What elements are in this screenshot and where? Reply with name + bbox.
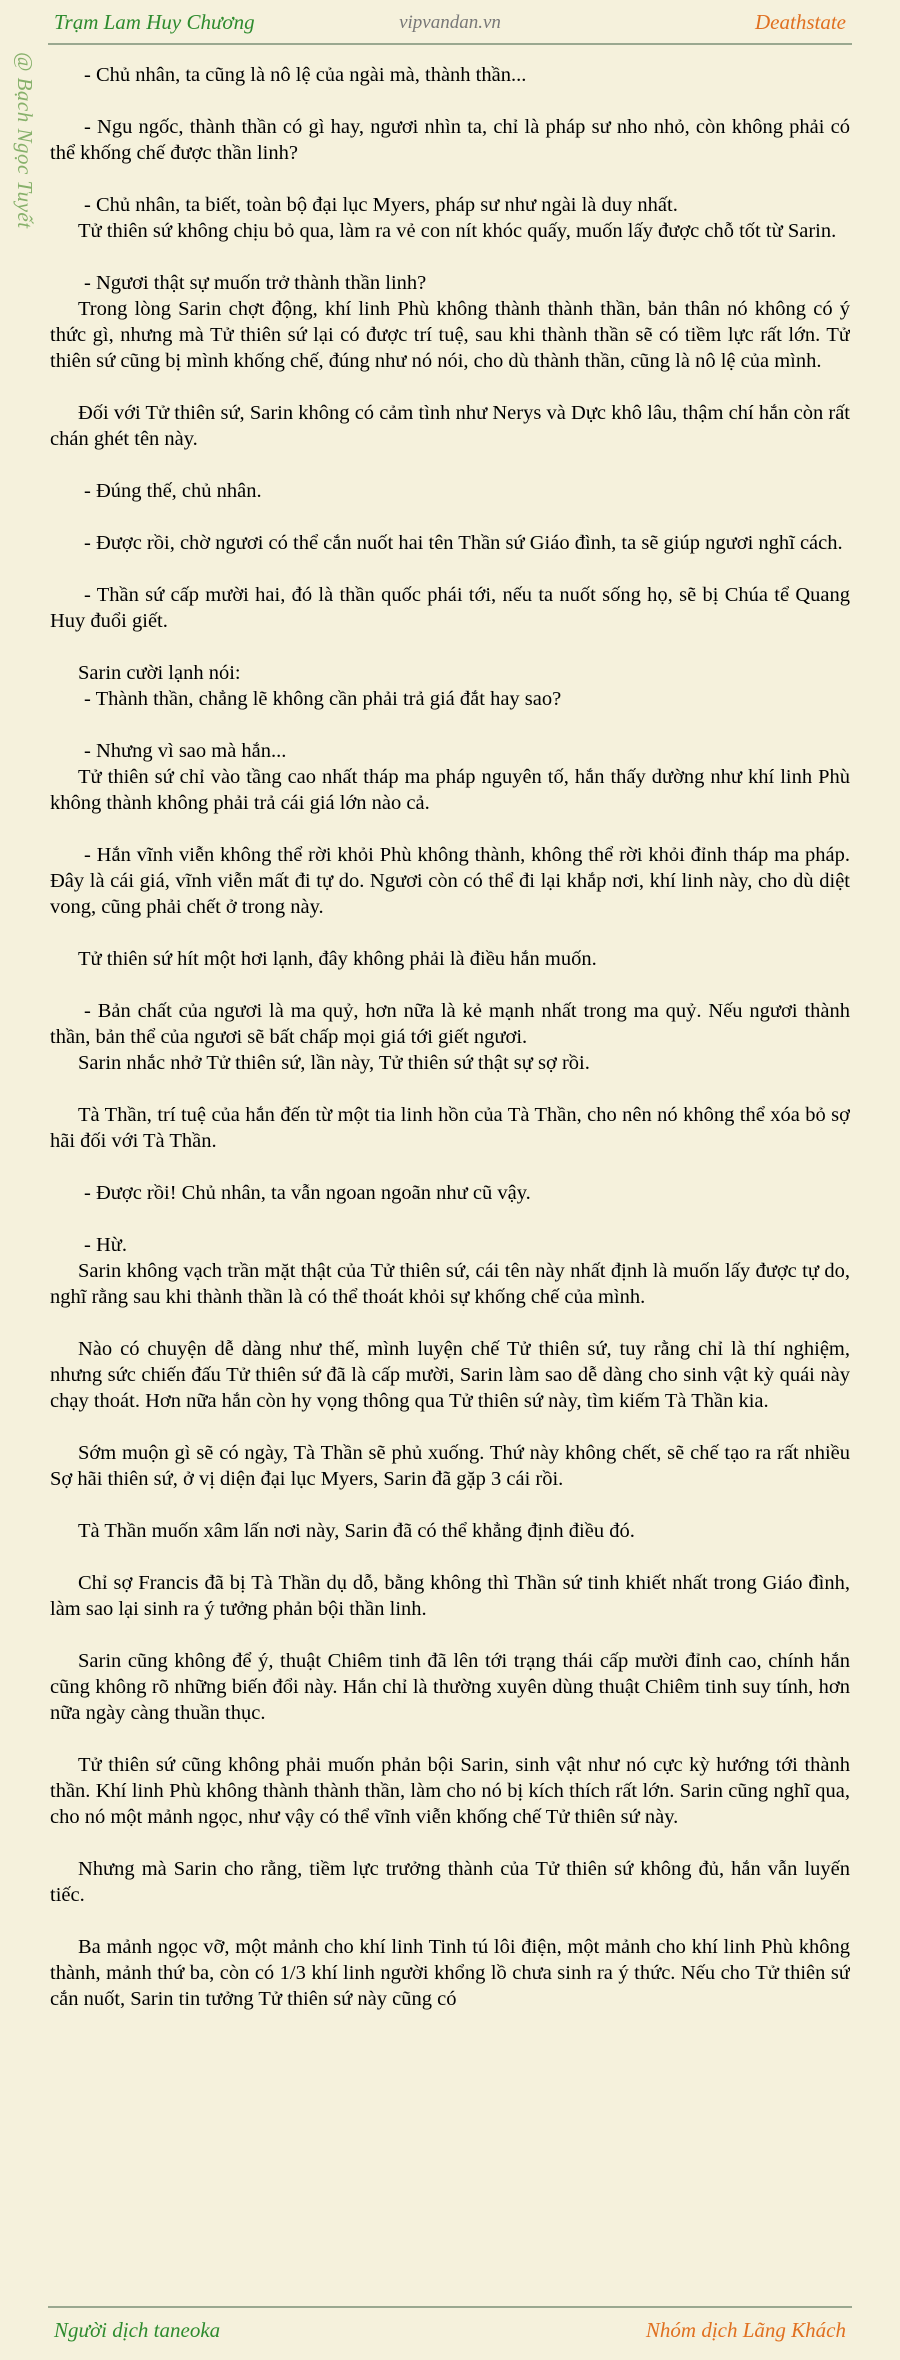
footer-divider — [48, 2306, 852, 2308]
paragraph: Tử thiên sứ cũng không phải muốn phản bội Sarin, sinh vật như nó cực kỳ hướng tới thành thần. Khí linh Phù không thành thành thần, làm cho nó bị kích thích rất lớn. Sarin cũng nghĩ qua, cho nó một mảnh ngọc, như vậy có thể vĩnh viễn khống chế Tử thiên sứ này. — [50, 1754, 850, 1828]
paragraph: Sớm muộn gì sẽ có ngày, Tà Thần sẽ phủ xuống. Thứ này không chết, sẽ chế tạo ra rất nhiều Sợ hãi thiên sứ, ở vị diện đại lục Myers, Sarin đã gặp 3 cái rồi. — [50, 1442, 850, 1490]
paragraph: - Bản chất của ngươi là ma quỷ, hơn nữa là kẻ mạnh nhất trong ma quỷ. Nếu ngươi thành thần, bản thể của ngươi sẽ bất chấp mọi giá tới giết ngươi. — [50, 1000, 850, 1048]
paragraph: - Được rồi! Chủ nhân, ta vẫn ngoan ngoãn như cũ vậy. — [84, 1182, 531, 1204]
paragraph: Tà Thần muốn xâm lấn nơi này, Sarin đã có thể khẳng định điều đó. — [78, 1520, 635, 1542]
page-header — [48, 0, 852, 44]
header-divider — [48, 43, 852, 45]
paragraph: - Thần sứ cấp mười hai, đó là thần quốc phái tới, nếu ta nuốt sống họ, sẽ bị Chúa tể Quang Huy đuổi giết. — [50, 584, 850, 632]
header-site: vipvandan.vn — [399, 12, 501, 33]
footer-translator: Người dịch taneoka — [54, 2318, 221, 2342]
paragraph: - Được rồi, chờ ngươi có thể cắn nuốt hai tên Thần sứ Giáo đình, ta sẽ giúp ngươi nghĩ cách. — [84, 532, 843, 554]
paragraph: Nhưng mà Sarin cho rằng, tiềm lực trưởng thành của Tử thiên sứ không đủ, hắn vẫn luyến tiếc. — [50, 1858, 850, 1906]
paragraph: - Ngươi thật sự muốn trở thành thần linh? — [84, 272, 427, 294]
paragraph: Tà Thần, trí tuệ của hắn đến từ một tia linh hồn của Tà Thần, cho nên nó không thể xóa bỏ sợ hãi đối với Tà Thần. — [50, 1104, 850, 1152]
paragraph: Trong lòng Sarin chợt động, khí linh Phù không thành thành thần, bản thân nó không có ý thức gì, nhưng mà Tử thiên sứ lại có được trí tuệ, sau khi thành thần sẽ có tiềm lực rất lớn. Tử thiên sứ cũng bị mình khống chế, đúng như nó nói, cho dù thành thần, cũng là nô lệ của mình. — [50, 298, 850, 372]
paragraph: - Thành thần, chẳng lẽ không cần phải trả giá đắt hay sao? — [84, 688, 562, 710]
paragraph: - Ngu ngốc, thành thần có gì hay, ngươi nhìn ta, chỉ là pháp sư nho nhỏ, còn không phải có thể khống chế được thần linh? — [50, 116, 850, 164]
paragraph: Sarin nhắc nhở Tử thiên sứ, lần này, Tử thiên sứ thật sự sợ rồi. — [78, 1052, 590, 1074]
footer-group: Nhóm dịch Lãng Khách — [645, 2318, 846, 2342]
paragraph: Đối với Tử thiên sứ, Sarin không có cảm tình như Nerys và Dực khô lâu, thậm chí hắn còn rất chán ghét tên này. — [50, 402, 850, 450]
paragraph: - Chủ nhân, ta biết, toàn bộ đại lục Myers, pháp sư như ngài là duy nhất. — [84, 194, 678, 216]
paragraph: - Đúng thế, chủ nhân. — [84, 480, 262, 502]
header-author: Deathstate — [755, 10, 846, 34]
paragraph: - Chủ nhân, ta cũng là nô lệ của ngài mà, thành thần... — [84, 64, 527, 86]
paragraph: - Nhưng vì sao mà hắn... — [84, 740, 287, 762]
paragraph: Nào có chuyện dễ dàng như thế, mình luyện chế Tử thiên sứ, tuy rằng chỉ là thí nghiệm, nhưng sức chiến đấu Tử thiên sứ đã là cấp mười, Sarin làm sao dễ dàng cho sinh vật kỳ quái này chạy thoát. Hơn nữa hắn còn hy vọng thông qua Tử thiên sứ này, tìm kiếm Tà Thần kia. — [50, 1338, 850, 1412]
paragraph: - Hừ. — [84, 1234, 127, 1256]
paragraph: Tử thiên sứ hít một hơi lạnh, đây không phải là điều hắn muốn. — [78, 948, 597, 970]
header-book-title: Trạm Lam Huy Chương — [54, 10, 255, 34]
chapter-text — [50, 62, 850, 2306]
paragraph: Ba mảnh ngọc vỡ, một mảnh cho khí linh Tinh tú lôi điện, một mảnh cho khí linh Phù không thành, mảnh thứ ba, còn có 1/3 khí linh người khổng lồ chưa sinh ra ý thức. Nếu cho Tử thiên sứ cắn nuốt, Sarin tin tưởng Tử thiên sứ này cũng có — [50, 1936, 850, 2010]
paragraph: Sarin cũng không để ý, thuật Chiêm tinh đã lên tới trạng thái cấp mười đỉnh cao, chính hắn cũng không rõ những biến đổi này. Hắn chỉ là thường xuyên dùng thuật Chiêm tinh suy tính, hơn nữa ngày càng thuần thục. — [50, 1650, 850, 1724]
paragraph: Chỉ sợ Francis đã bị Tà Thần dụ dỗ, bằng không thì Thần sứ tinh khiết nhất trong Giáo đình, làm sao lại sinh ra ý tưởng phản bội thần linh. — [50, 1572, 850, 1620]
paragraph: Sarin cười lạnh nói: — [78, 662, 241, 684]
paragraph: Sarin không vạch trần mặt thật của Tử thiên sứ, cái tên này nhất định là muốn lấy được tự do, nghĩ rằng sau khi thành thần là có thể thoát khỏi sự khống chế của mình. — [50, 1260, 850, 1308]
side-watermark: @ Bạch Ngọc Tuyết — [13, 52, 37, 229]
paragraph: Tử thiên sứ chỉ vào tầng cao nhất tháp ma pháp nguyên tố, hắn thấy dường như khí linh Phù không thành không phải trả cái giá lớn nào cả. — [50, 766, 850, 814]
paragraph: - Hắn vĩnh viễn không thể rời khỏi Phù không thành, không thể rời khỏi đỉnh tháp ma pháp. Đây là cái giá, vĩnh viễn mất đi tự do. Ngươi còn có thể đi lại khắp nơi, khí linh này, cho dù diệt vong, cũng phải chết ở trong này. — [50, 844, 850, 918]
paragraph: Tử thiên sứ không chịu bỏ qua, làm ra vẻ con nít khóc quấy, muốn lấy được chỗ tốt từ Sarin. — [78, 220, 837, 242]
